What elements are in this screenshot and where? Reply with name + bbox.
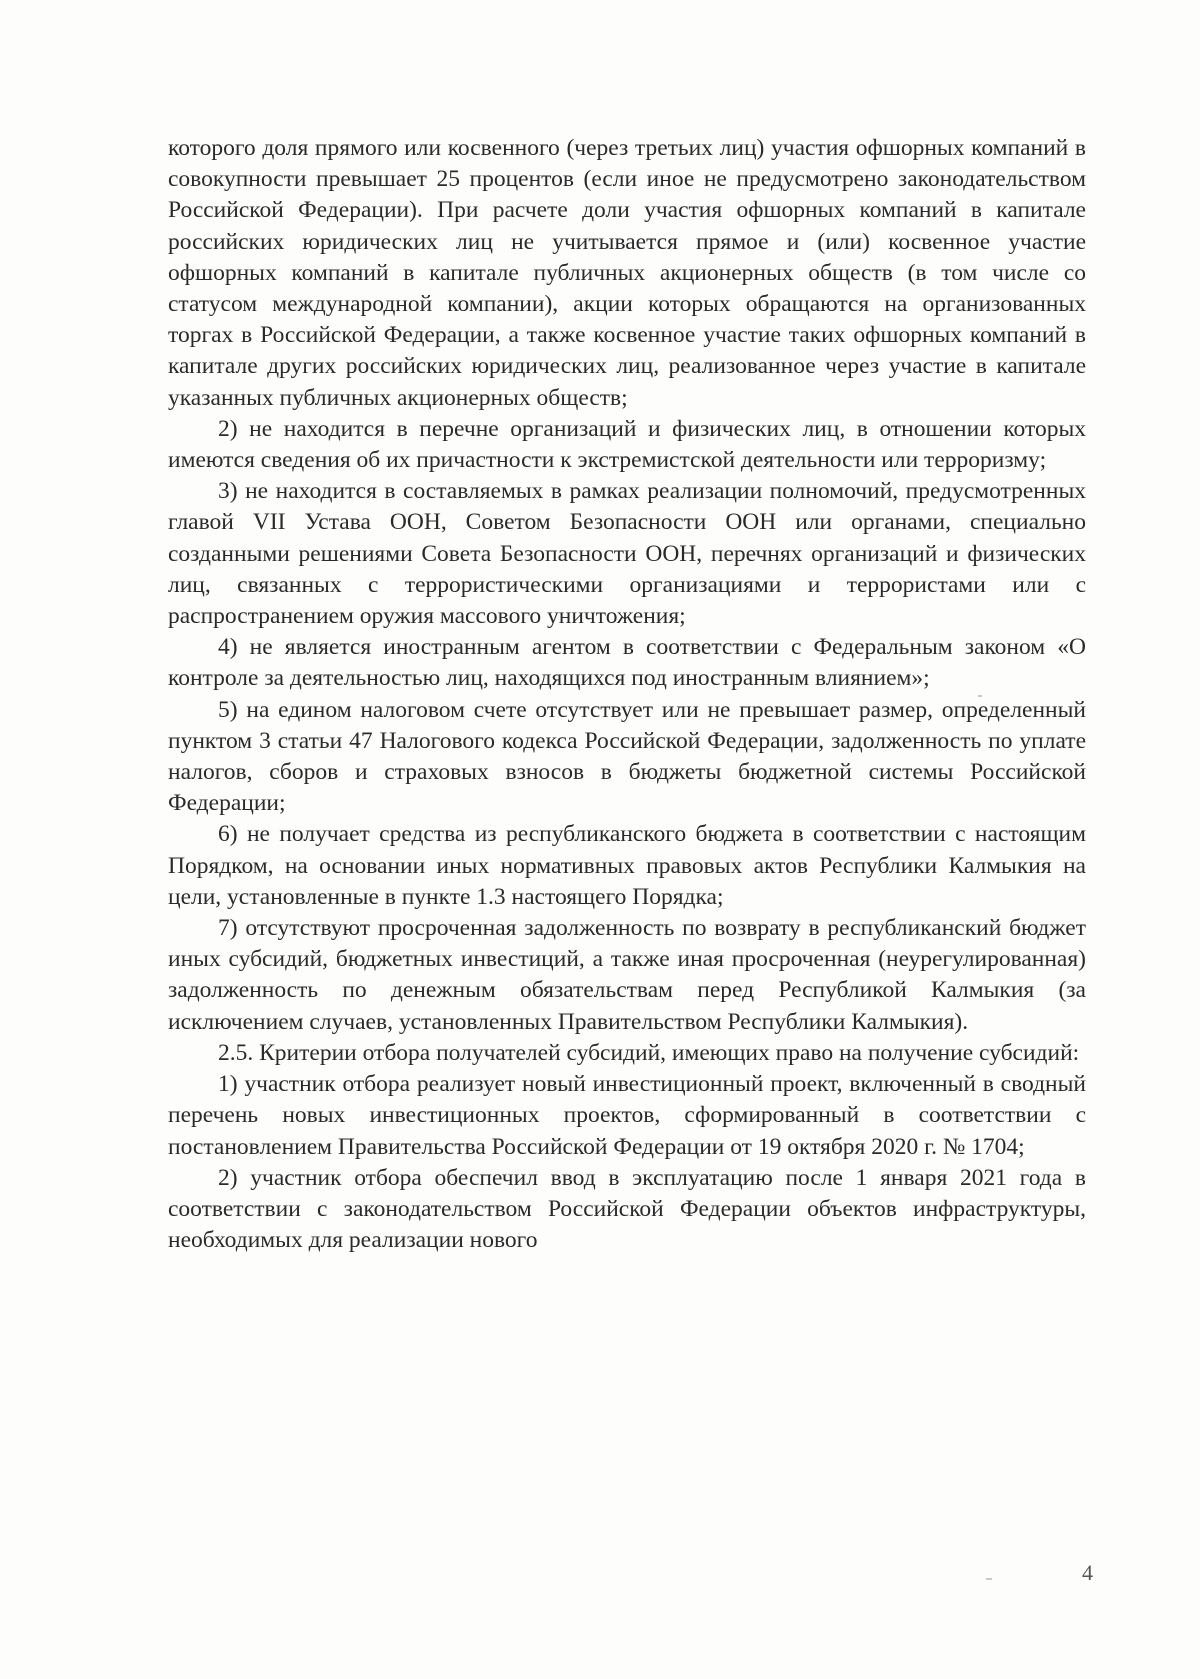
- paragraph-foreign-agent: 4) не является иностранным агентом в соответствии с Федеральным законом «О контроле за деятельностью лиц, находящихся под иностранным влиянием»;: [168, 634, 1086, 692]
- paragraph-selection-criteria: 2.5. Критерии отбора получателей субсидий, имеющих право на получение субсидий:: [218, 1039, 1080, 1066]
- paragraph-criterion-investment-project: 1) участник отбора реализует новый инвестиционный проект, включенный в сводный перечень новых инвестиционных проектов, сформированный в соответствии с постановлением Правительства Российской Федерации от 19 октября 2020 г. № 1704;: [168, 1071, 1086, 1160]
- paragraph-extremism-list: 2) не находится в перечне организаций и физических лиц, в отношении которых имеются сведения об их причастности к экстремистской деятельности или терроризму;: [168, 415, 1086, 474]
- paragraph-republican-budget: 6) не получает средства из республиканского бюджета в соответствии с настоящим Порядком, на основании иных нормативных правовых актов Республики Калмыкия на цели, установленные в пункте 1.3 настоящего Порядка;: [168, 821, 1086, 910]
- scan-speck: [986, 1578, 992, 1580]
- paragraph-criterion-infrastructure: 2) участник отбора обеспечил ввод в эксплуатацию после 1 января 2021 года в соответствии с законодательством Российской Федерации объектов инфраструктуры, необходимых для реализации нового: [168, 1164, 1086, 1254]
- paragraph-overdue-debt: 7) отсутствуют просроченная задолженность по возврату в республиканский бюджет иных субсидий, бюджетных инвестиций, а также иная просроченная (неурегулированная) задолженность по денежным обязательствам перед Республикой Калмыкия (за исключением случаев, установленных Правительством Республики Калмыкия).: [168, 915, 1086, 1035]
- scan-speck: [978, 695, 982, 697]
- paragraph-un-sanctions-list: 3) не находится в составляемых в рамках реализации полномочий, предусмотренных главой VII Устава ООН, Советом Безопасности ООН или органами, специально созданными решениями Совета Безопасности ООН, перечнях организаций и физических лиц, связанных с террористическими организациями и террористами или с распространением оружия массового уничтожения;: [168, 478, 1086, 630]
- paragraph-tax-account: 5) на едином налоговом счете отсутствует или не превышает размер, определенный пунктом 3 статьи 47 Налогового кодекса Российской Федерации, задолженность по уплате налогов, сборов и страховых взносов в бюджеты бюджетной системы Российской Федерации;: [168, 696, 1086, 817]
- document-body: [168, 133, 1086, 1256]
- paragraph-offshore-participation: которого доля прямого или косвенного (через третьих лиц) участия офшорных компаний в совокупности превышает 25 процентов (если иное не предусмотрено законодательством Российской Федерации). При расчете доли участия офшорных компаний в капитале российских юридических лиц не учитывается прямое и (или) косвенное участие офшорных компаний в капитале публичных акционерных обществ (в том числе со статусом международной компании), акции которых обращаются на организованных торгах в Российской Федерации, а также косвенное участие таких офшорных компаний в капитале других российских юридических лиц, реализованное через участие в капитале указанных публичных акционерных обществ;: [168, 135, 1086, 411]
- page-number: 4: [1082, 1560, 1093, 1585]
